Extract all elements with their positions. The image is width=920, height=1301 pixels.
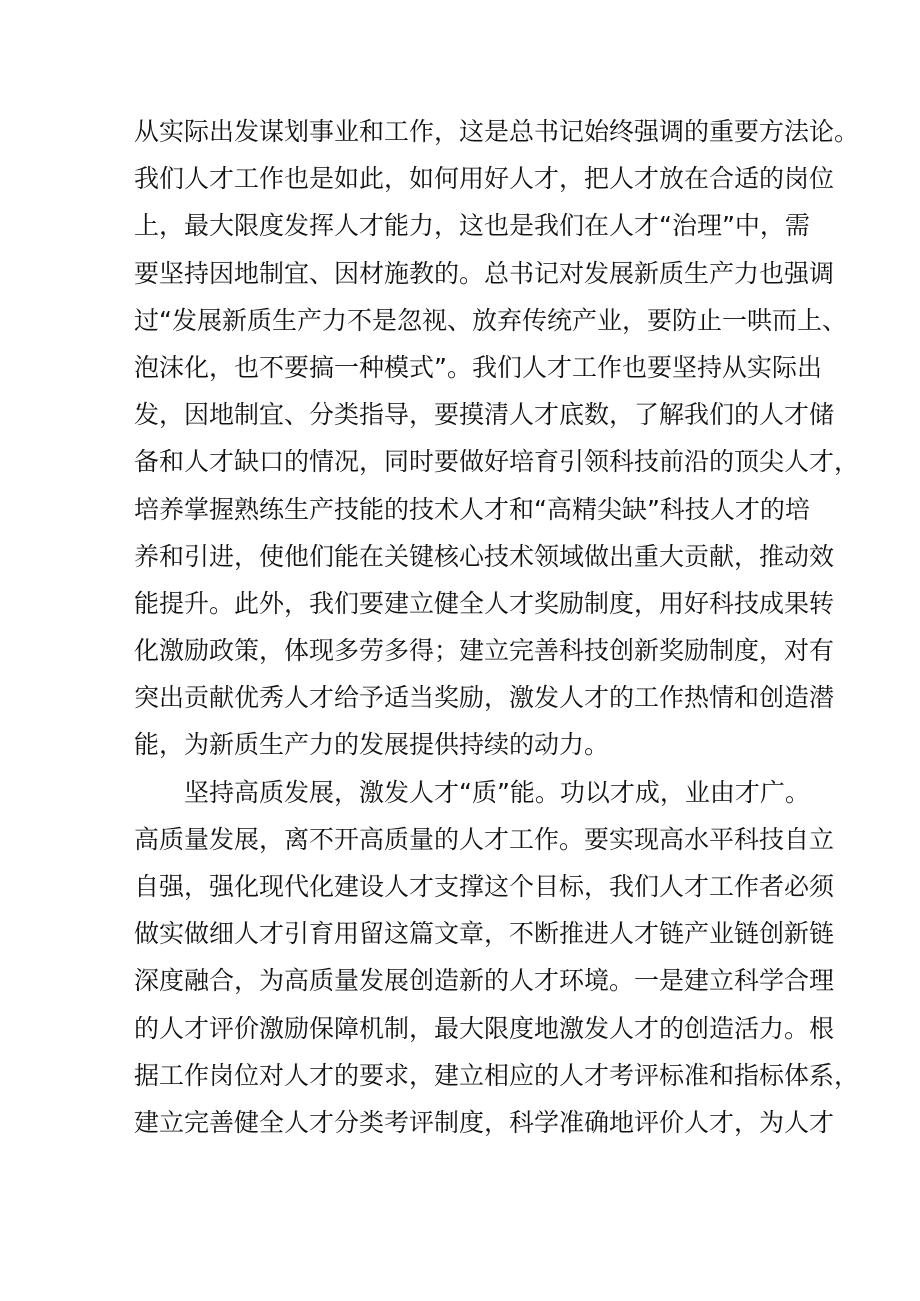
text-line: 做实做细人才引育用留这篇文章，不断推进人才链产业链创新链 — [134, 919, 835, 949]
text-line: 我们人才工作也是如此，如何用好人才，把人才放在合适的岗位 — [134, 164, 835, 194]
text-line: 据工作岗位对人才的要求，建立相应的人才考评标准和指标体系， — [134, 1060, 860, 1090]
text-line: 的人才评价激励保障机制，最大限度地激发人才的创造活力。根 — [134, 1013, 835, 1043]
text-line: 突出贡献优秀人才给予适当奖励，激发人才的工作热情和创造潜 — [134, 683, 835, 713]
text-line: 自强，强化现代化建设人才支撑这个目标，我们人才工作者必须 — [134, 872, 835, 901]
text-line: 建立完善健全人才分类考评制度，科学准确地评价人才，为人才 — [134, 1107, 835, 1137]
text-line: 从实际出发谋划事业和工作，这是总书记始终强调的重要方法论。 — [134, 117, 860, 146]
text-line: 化激励政策，体现多劳多得；建立完善科技创新奖励制度，对有 — [134, 636, 835, 666]
text-line: 要坚持因地制宜、因材施教的。总书记对发展新质生产力也强调 — [134, 258, 835, 288]
paragraph-heading-line: 坚持高质发展，激发人才“质”能。功以才成，业由才广。 — [184, 777, 810, 807]
text-line: 过“发展新质生产力不是忽视、放弃传统产业，要防止一哄而上、 — [134, 305, 847, 335]
text-line: 养和引进，使他们能在关键核心技术领域做出重大贡献，推动效 — [134, 541, 835, 571]
text-line: 备和人才缺口的情况，同时要做好培育引领科技前沿的顶尖人才， — [134, 447, 860, 477]
text-line: 能，为新质生产力的发展提供持续的动力。 — [134, 730, 610, 760]
text-line: 深度融合，为高质量发展创造新的人才环境。一是建立科学合理 — [134, 966, 835, 996]
text-line: 泡沫化，也不要搞一种模式”。我们人才工作也要坚持从实际出 — [134, 352, 822, 382]
body-text — [134, 108, 860, 1146]
text-line: 上，最大限度发挥人才能力，这也是我们在人才“治理”中，需 — [134, 211, 810, 241]
text-line: 发，因地制宜、分类指导，要摸清人才底数，了解我们的人才储 — [134, 400, 835, 430]
text-line: 能提升。此外，我们要建立健全人才奖励制度，用好科技成果转 — [134, 588, 835, 618]
text-line: 高质量发展，离不开高质量的人才工作。要实现高水平科技自立 — [134, 824, 835, 854]
text-line: 培养掌握熟练生产技能的技术人才和“高精尖缺”科技人才的培 — [134, 494, 810, 524]
